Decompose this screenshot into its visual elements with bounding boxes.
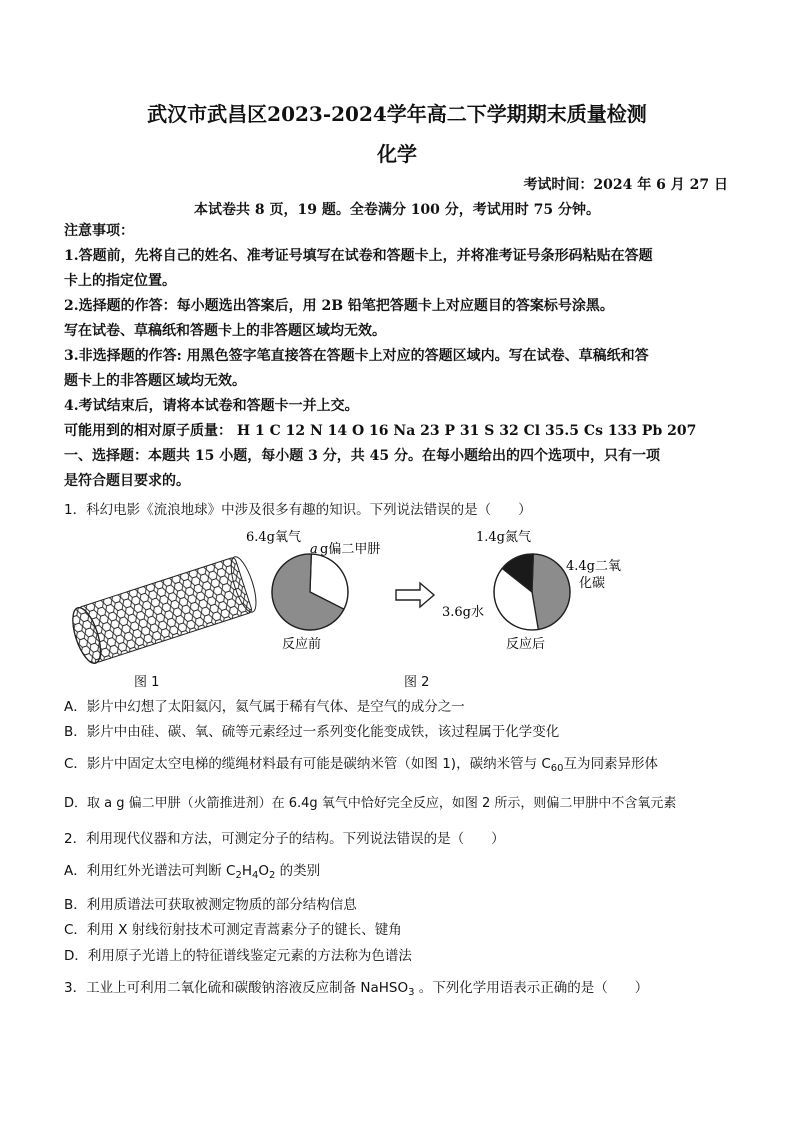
q1-option-d: D．取 a g 偏二甲肼（火箭推进剂）在 6.4g 氧气中恰好完全反应，如图 2 所示，则偏二甲肼中不含氧元素: [64, 796, 677, 811]
q2-option-a-text-end: 的类别: [275, 863, 321, 879]
caption-before: 反应前: [282, 637, 322, 652]
q1-figures: [64, 520, 734, 690]
q1-option-a: A．影片中幻想了太阳氦闪，氦气属于稀有气体、是空气的成分之一: [64, 699, 465, 715]
q2-option-b: B．利用质谱法可获取被测定物质的部分结构信息: [64, 897, 357, 913]
exam-time: 考试时间：2024 年 6 月 27 日: [523, 177, 728, 193]
formula-part: O: [258, 863, 269, 879]
formula-sub: 2: [269, 870, 276, 881]
q3-stem-text-end: 。下列化学用语表示正确的是（ ）: [414, 980, 649, 996]
q1-option-c: [64, 752, 734, 774]
notice-item: 写在试卷、草稿纸和答题卡上的非答题区域均无效。: [64, 323, 386, 339]
fig2-caption: 图 2: [404, 675, 430, 690]
fig1-caption: 图 1: [134, 675, 160, 690]
label-fuel: g偏二甲肼: [320, 542, 381, 557]
exam-info: 本试卷共 8 页，19 题。全卷满分 100 分，考试用时 75 分钟。: [193, 202, 601, 218]
label-oxygen: 6.4g氧气: [246, 530, 301, 545]
notice-block: [64, 219, 734, 494]
q2-option-c: C．利用 X 射线衍射技术可测定青蒿素分子的键长、键角: [64, 922, 402, 938]
section-heading: 一、选择题：本题共 15 小题，每小题 3 分，共 45 分。在每小题给出的四个选项中，只有一项: [64, 448, 660, 464]
notice-item: 3.非选择题的作答: 用黑色签字笔直接答在答题卡上对应的答题区域内。写在试卷、草稿纸和答: [64, 348, 649, 364]
formula-sub: 4: [251, 870, 259, 881]
label-co2-line2: 化碳: [579, 576, 606, 591]
q1-option-c-sub: 60: [550, 763, 564, 774]
atomic-masses: 可能用到的相对原子质量： H 1 C 12 N 14 O 16 Na 23 P 31 S 32 Cl 35.5 Cs 133 Pb 207: [64, 423, 697, 439]
q3-stem-text: 3．工业上可利用二氧化硫和碳酸钠溶液反应制备 NaHSO: [64, 980, 409, 996]
carbon-nanotube-image: [67, 554, 261, 666]
q1-figure-svg: [64, 520, 734, 690]
q2-option-a-text: A．利用红外光谱法可判断 C: [64, 863, 236, 879]
formula-sub: 3: [408, 987, 415, 998]
pie-after: [494, 554, 570, 630]
subject-title: 化学: [377, 142, 417, 166]
q1-option-c-text: C．影片中固定太空电梯的缆绳材料最有可能是碳纳米管（如图 1)，碳纳米管与 C: [64, 756, 551, 772]
pie-slice-0: [532, 554, 570, 629]
label-n2: 1.4g氮气: [476, 530, 531, 545]
reaction-arrow: [396, 583, 434, 607]
caption-after: 反应后: [506, 637, 546, 652]
notice-item: 2.选择题的作答：每小题选出答案后，用 2B 铅笔把答题卡上对应题目的答案标号涂黑。: [64, 298, 614, 314]
q2-option-a: [64, 859, 734, 881]
q1-stem: 1．科幻电影《流浪地球》中涉及很多有趣的知识。下列说法错误的是（ ）: [64, 502, 532, 518]
label-water: 3.6g水: [442, 605, 484, 620]
section-heading-cont: 是符合题目要求的。: [64, 473, 190, 489]
notice-item: 题卡上的非答题区域均无效。: [64, 373, 246, 389]
q2-stem: 2．利用现代仪器和方法，可测定分子的结构。下列说法错误的是（ ）: [64, 831, 505, 847]
notice-item: 4.考试结束后，请将本试卷和答题卡一并上交。: [64, 398, 359, 414]
formula-part: H: [241, 863, 252, 879]
q1-option-b: B．影片中由硅、碳、氧、硫等元素经过一系列变化能变成铁，该过程属于化学变化: [64, 724, 560, 740]
notice-item: 卡上的指定位置。: [64, 273, 176, 289]
q1-option-c-text-end: 互为同素异形体: [563, 756, 659, 772]
q3-stem: [64, 976, 734, 998]
pie-before: [272, 554, 348, 630]
label-a: a: [310, 542, 318, 557]
notice-item: 1.答题前，先将自己的姓名、准考证号填写在试卷和答题卡上，并将准考证号条形码粘贴在答题: [64, 248, 653, 264]
formula-sub: 2: [235, 870, 242, 881]
page-title: 武汉市武昌区2023-2024学年高二下学期期末质量检测: [147, 102, 647, 126]
q2-option-d: D．利用原子光谱上的特征谱线鉴定元素的方法称为色谱法: [64, 948, 412, 964]
label-co2-line1: 4.4g二氧: [566, 559, 621, 574]
notice-heading: 注意事项：: [64, 223, 134, 239]
